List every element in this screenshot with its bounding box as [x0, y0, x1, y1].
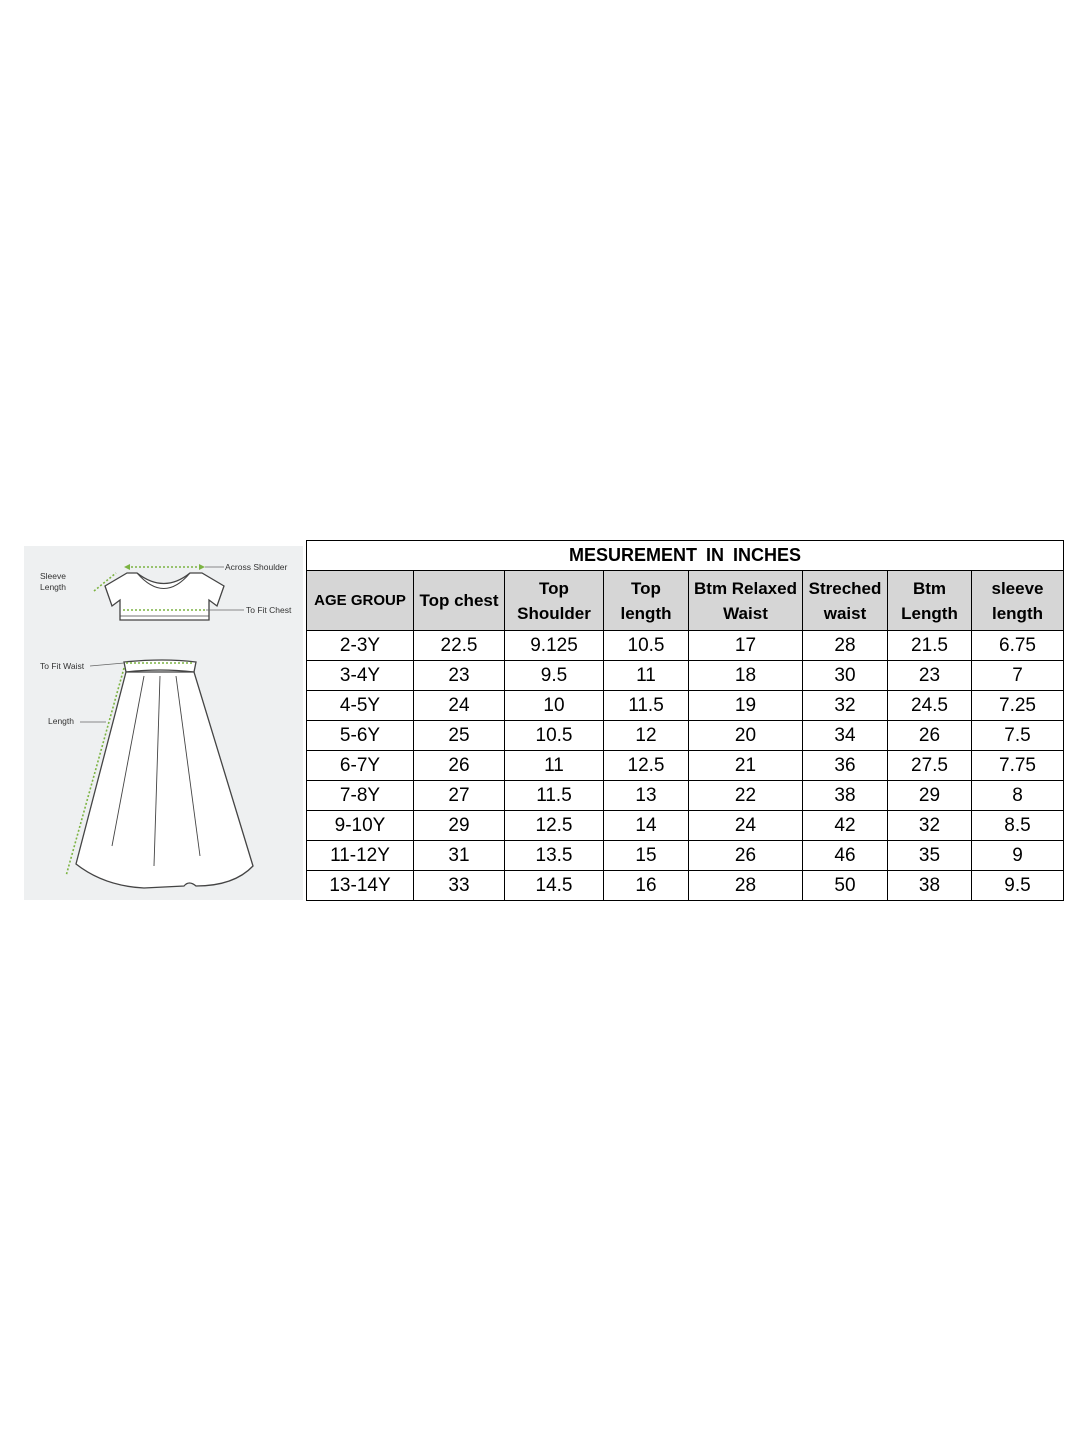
cell-age-group: 13-14Y — [307, 871, 414, 901]
cell-btm-length: 29 — [888, 781, 972, 811]
table-row — [307, 631, 1064, 661]
cell-top-shoulder: 9.5 — [505, 661, 604, 691]
cell-btm-length: 26 — [888, 721, 972, 751]
cell-top-chest: 26 — [414, 751, 505, 781]
cell-top-chest: 29 — [414, 811, 505, 841]
to-fit-waist-leader — [90, 663, 124, 666]
cell-streched-waist: 32 — [803, 691, 888, 721]
cell-sleeve-length: 7.25 — [972, 691, 1064, 721]
cell-streched-waist: 46 — [803, 841, 888, 871]
cell-top-length: 12 — [604, 721, 689, 751]
cell-top-length: 11 — [604, 661, 689, 691]
table-row — [307, 721, 1064, 751]
column-header-btm-relaxed-waist: Btm Relaxed Waist — [689, 571, 803, 631]
skirt-outline — [76, 672, 253, 888]
to-fit-waist-label: To Fit Waist — [40, 661, 85, 671]
sleeve-length-label-line1: Sleeve — [40, 571, 66, 581]
cell-btm-relaxed-waist: 17 — [689, 631, 803, 661]
cell-top-shoulder: 11.5 — [505, 781, 604, 811]
table-title: MESUREMENT IN INCHES — [307, 541, 1064, 571]
column-header-top-shoulder: Top Shoulder — [505, 571, 604, 631]
to-fit-chest-label: To Fit Chest — [246, 605, 292, 615]
table-row — [307, 841, 1064, 871]
table-header-row — [307, 571, 1064, 631]
cell-age-group: 7-8Y — [307, 781, 414, 811]
table-row — [307, 751, 1064, 781]
cell-streched-waist: 42 — [803, 811, 888, 841]
blouse-outline — [105, 573, 224, 620]
cell-btm-length: 27.5 — [888, 751, 972, 781]
cell-age-group: 2-3Y — [307, 631, 414, 661]
cell-age-group: 9-10Y — [307, 811, 414, 841]
cell-sleeve-length: 9 — [972, 841, 1064, 871]
garment-illustration — [24, 546, 303, 900]
cell-top-length: 12.5 — [604, 751, 689, 781]
across-shoulder-arrow-right — [199, 564, 205, 570]
cell-sleeve-length: 8 — [972, 781, 1064, 811]
cell-streched-waist: 30 — [803, 661, 888, 691]
cell-top-length: 16 — [604, 871, 689, 901]
cell-sleeve-length: 7.75 — [972, 751, 1064, 781]
column-header-btm-length: Btm Length — [888, 571, 972, 631]
cell-streched-waist: 34 — [803, 721, 888, 751]
cell-top-shoulder: 13.5 — [505, 841, 604, 871]
across-shoulder-arrow-left — [124, 564, 130, 570]
cell-top-length: 10.5 — [604, 631, 689, 661]
cell-streched-waist: 50 — [803, 871, 888, 901]
cell-top-shoulder: 12.5 — [505, 811, 604, 841]
skirt-waistband — [124, 660, 196, 672]
cell-btm-relaxed-waist: 26 — [689, 841, 803, 871]
length-label: Length — [48, 716, 74, 726]
cell-top-chest: 33 — [414, 871, 505, 901]
cell-btm-length: 35 — [888, 841, 972, 871]
cell-top-shoulder: 10.5 — [505, 721, 604, 751]
cell-top-chest: 24 — [414, 691, 505, 721]
column-header-top-length: Top length — [604, 571, 689, 631]
cell-age-group: 6-7Y — [307, 751, 414, 781]
cell-streched-waist: 38 — [803, 781, 888, 811]
cell-btm-length: 21.5 — [888, 631, 972, 661]
size-chart-table — [306, 540, 1064, 901]
cell-top-shoulder: 14.5 — [505, 871, 604, 901]
cell-top-chest: 23 — [414, 661, 505, 691]
cell-btm-relaxed-waist: 18 — [689, 661, 803, 691]
cell-btm-relaxed-waist: 19 — [689, 691, 803, 721]
cell-top-length: 13 — [604, 781, 689, 811]
cell-btm-relaxed-waist: 20 — [689, 721, 803, 751]
sleeve-length-label-line2: Length — [40, 582, 66, 592]
cell-sleeve-length: 8.5 — [972, 811, 1064, 841]
cell-top-length: 14 — [604, 811, 689, 841]
cell-top-shoulder: 9.125 — [505, 631, 604, 661]
cell-btm-relaxed-waist: 21 — [689, 751, 803, 781]
cell-btm-relaxed-waist: 24 — [689, 811, 803, 841]
table-row — [307, 811, 1064, 841]
column-header-top-chest: Top chest — [414, 571, 505, 631]
cell-top-chest: 27 — [414, 781, 505, 811]
cell-streched-waist: 36 — [803, 751, 888, 781]
table-row — [307, 781, 1064, 811]
cell-sleeve-length: 7.5 — [972, 721, 1064, 751]
cell-top-shoulder: 10 — [505, 691, 604, 721]
column-header-streched-waist: Streched waist — [803, 571, 888, 631]
cell-age-group: 3-4Y — [307, 661, 414, 691]
cell-top-shoulder: 11 — [505, 751, 604, 781]
table-row — [307, 871, 1064, 901]
cell-sleeve-length: 6.75 — [972, 631, 1064, 661]
cell-btm-length: 38 — [888, 871, 972, 901]
cell-btm-relaxed-waist: 22 — [689, 781, 803, 811]
table-row — [307, 661, 1064, 691]
cell-age-group: 5-6Y — [307, 721, 414, 751]
column-header-sleeve-length: sleeve length — [972, 571, 1064, 631]
cell-btm-relaxed-waist: 28 — [689, 871, 803, 901]
cell-age-group: 4-5Y — [307, 691, 414, 721]
cell-top-chest: 25 — [414, 721, 505, 751]
table-row — [307, 691, 1064, 721]
cell-top-chest: 31 — [414, 841, 505, 871]
table-title-row — [307, 541, 1064, 571]
cell-top-chest: 22.5 — [414, 631, 505, 661]
column-header-age-group: AGE GROUP — [307, 571, 414, 631]
cell-age-group: 11-12Y — [307, 841, 414, 871]
cell-top-length: 15 — [604, 841, 689, 871]
cell-streched-waist: 28 — [803, 631, 888, 661]
cell-btm-length: 24.5 — [888, 691, 972, 721]
across-shoulder-label: Across Shoulder — [225, 562, 288, 572]
measurement-diagram — [24, 546, 303, 900]
cell-sleeve-length: 9.5 — [972, 871, 1064, 901]
cell-top-length: 11.5 — [604, 691, 689, 721]
table-body — [307, 631, 1064, 901]
cell-btm-length: 32 — [888, 811, 972, 841]
cell-sleeve-length: 7 — [972, 661, 1064, 691]
cell-btm-length: 23 — [888, 661, 972, 691]
